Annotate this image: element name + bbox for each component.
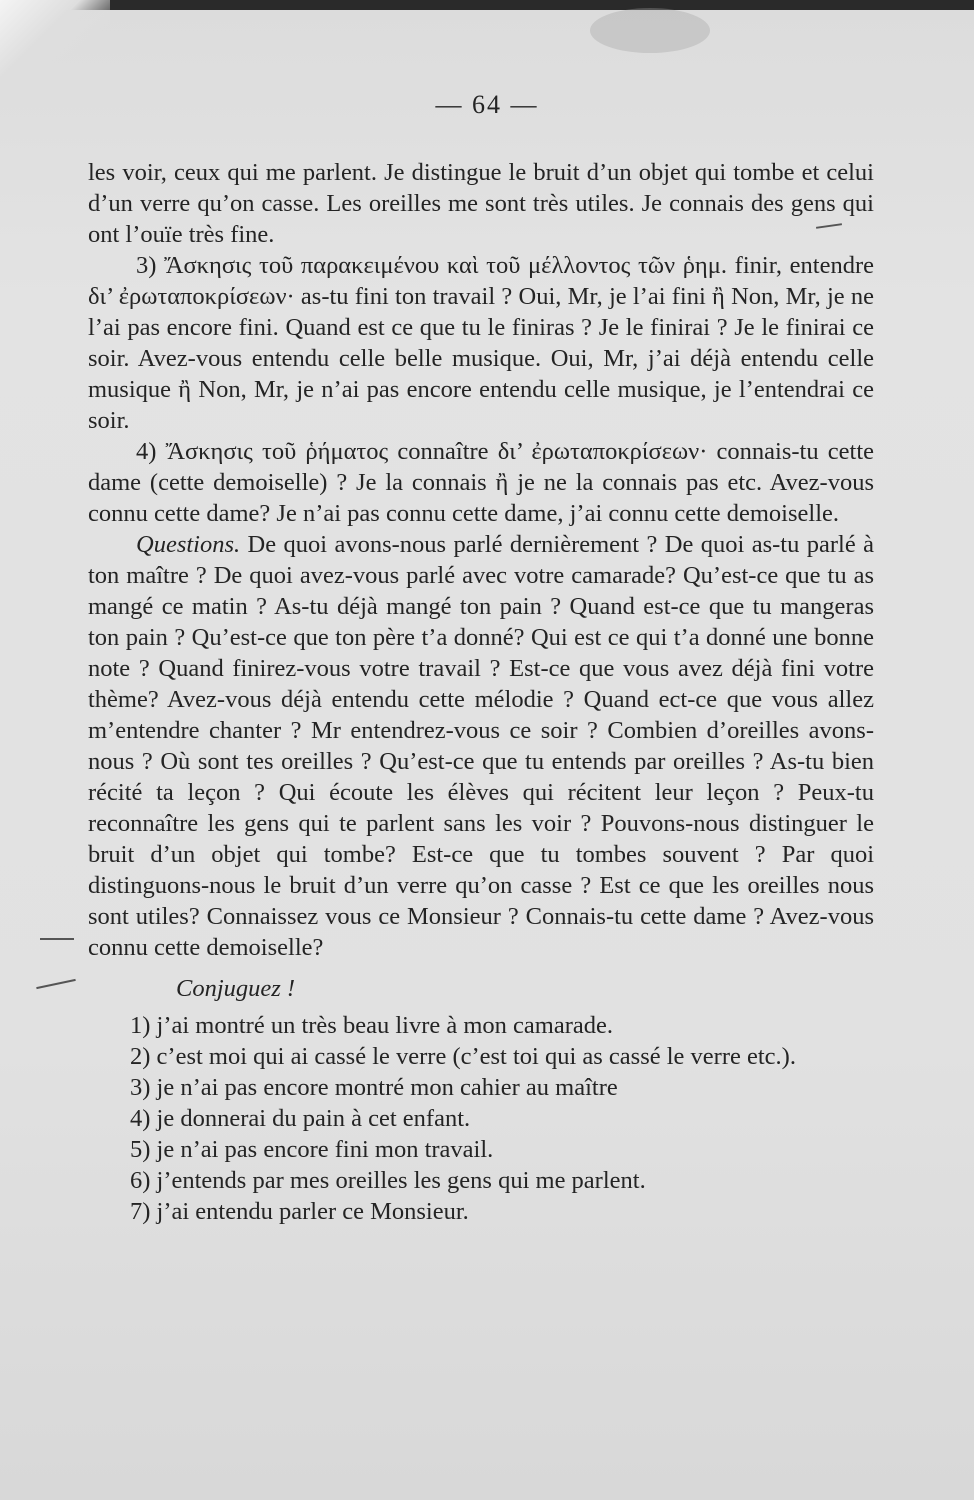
conjugate-title: Conjuguez !: [176, 975, 296, 1002]
conjugate-item-3: 3) je n’ai pas encore montré mon cahier au maître: [130, 1074, 618, 1101]
conjugate-item-4: 4) je donnerai du pain à cet enfant.: [130, 1105, 471, 1132]
page-top-edge: [0, 0, 974, 10]
paragraph-continuation: les voir, ceux qui me parlent. Je distingue le bruit d’un objet qui tombe et celui d’un verre qu’on casse. Les oreilles me sont très utiles. Je connais des gens qui ont l’ouïe très fine.: [88, 159, 874, 248]
exercise-3: 3) Ἄσκησις τοῦ παρακειμένου καὶ τοῦ μέλλοντος τῶν ῥημ. finir, entendre δι’ ἐρωταποκρίσεων· as-tu fini ton travail ? Oui, Mr, je l’ai fini ἢ Non, Mr, je ne l’ai pas encore fini. Quand est ce que tu le finiras ? Je le finirai ? Je le finirai ce soir. Avez-vous entendu celle belle musique. Oui, Mr, j’ai déjà entendu celle musique ἢ Non, Mr, je n’ai pas encore entendu celle musique, je l’entendrai ce soir.: [88, 252, 874, 434]
pencil-mark: [36, 979, 76, 989]
questions-text: De quoi avons-nous parlé dernièrement ? De quoi as-tu parlé à ton maître ? De quoi avez-vous parlé avec votre camarade? Qu’est-ce que tu as mangé ce matin ? As-tu déjà mangé ton pain ? Quand est-ce que tu mangeras ton pain ? Qu’est-ce que ton père t’a donné? Qui est ce qui t’a donné une bonne note ? Quand finirez-vous votre travail ? Est-ce que vous avez déjà fini votre thème? Avez-vous déjà entendu cette mélodie ? Quand ect-ce que vous allez m’entendre chanter ? Mr entendrez-vous ce soir ? Combien d’oreilles avons-nous ? Où sont tes oreilles ? Qu’est-ce que tu entends par oreilles ? As-tu bien récité ta leçon ? Qui écoute les élèves qui récitent leur leçon ? Peux-tu reconnaître les gens qui te parlent sans les voir ? Pouvons-nous distinguer le bruit d’un objet qui tombe? Est-ce que tu tombes souvent ? Par quoi distinguons-nous le bruit d’un verre qu’on casse ? Est ce que les oreilles nous sont utiles? Connaissez vous ce Monsieur ? Connais-tu cette dame ? Avez-vous connu cette demoiselle?: [88, 531, 874, 961]
corner-fold: [0, 0, 110, 90]
conjugate-item-6: 6) j’entends par mes oreilles les gens qui me parlent.: [130, 1167, 646, 1194]
conjugate-item-7: 7) j’ai entendu parler ce Monsieur.: [130, 1198, 469, 1225]
conjugate-item-1: 1) j’ai montré un très beau livre à mon camarade.: [130, 1012, 613, 1039]
paper-stain: [590, 8, 710, 53]
questions-paragraph: [88, 529, 874, 963]
questions-label: Questions.: [136, 531, 241, 558]
body-text: [88, 157, 874, 1227]
conjugate-item-5: 5) je n’ai pas encore fini mon travail.: [130, 1136, 494, 1163]
page-number: — 64 —: [435, 90, 539, 119]
pencil-mark: [40, 938, 74, 940]
conjugate-item-2: 2) c’est moi qui ai cassé le verre (c’est toi qui as cassé le verre etc.).: [130, 1043, 796, 1070]
exercise-4: 4) Ἄσκησις τοῦ ῥήματος connaître δι’ ἐρωταποκρίσεων· connais-tu cette dame (cette demoiselle) ? Je la connais ἢ je ne la connais pas etc. Avez-vous connu cette dame? Je n’ai pas connu cette dame, j’ai connu cette demoiselle.: [88, 438, 874, 527]
